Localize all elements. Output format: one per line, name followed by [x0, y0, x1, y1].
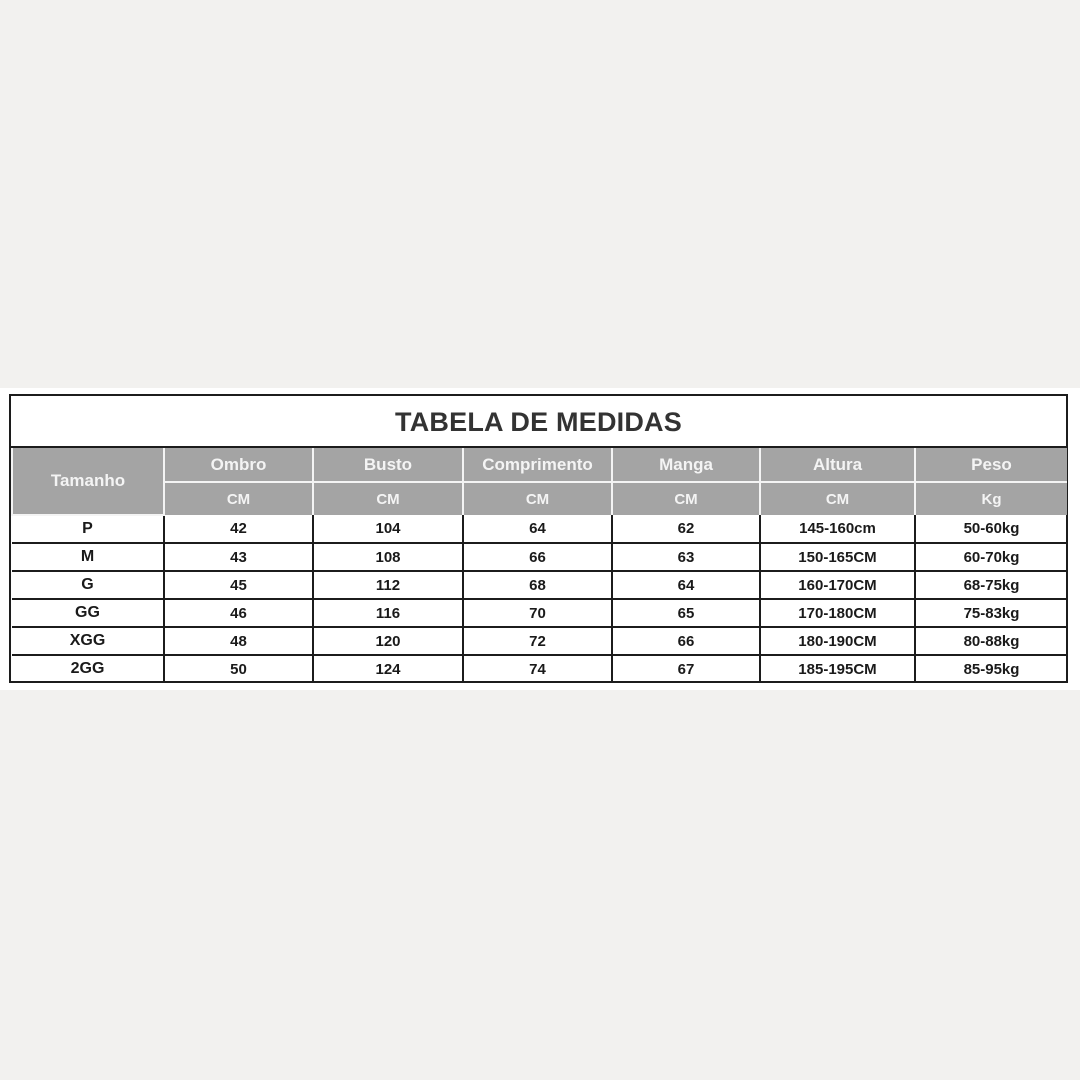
table-cell: 80-88kg	[915, 627, 1067, 655]
measurements-table	[11, 448, 1067, 682]
column-header-altura: Altura	[760, 448, 915, 482]
table-cell: 50-60kg	[915, 515, 1067, 543]
table-cell: 48	[164, 627, 313, 655]
unit-comprimento: CM	[463, 482, 612, 515]
table-cell: 50	[164, 655, 313, 682]
unit-busto: CM	[313, 482, 463, 515]
table-cell: 68-75kg	[915, 571, 1067, 599]
table-row	[12, 599, 1067, 627]
table-cell: 112	[313, 571, 463, 599]
chart-title: TABELA DE MEDIDAS	[11, 396, 1066, 448]
column-header-manga: Manga	[612, 448, 760, 482]
size-cell: G	[12, 571, 164, 599]
table-cell: 120	[313, 627, 463, 655]
table-cell: 85-95kg	[915, 655, 1067, 682]
table-cell: 75-83kg	[915, 599, 1067, 627]
table-cell: 65	[612, 599, 760, 627]
size-chart	[9, 394, 1068, 683]
unit-ombro: CM	[164, 482, 313, 515]
header-row-names	[12, 448, 1067, 482]
table-cell: 60-70kg	[915, 543, 1067, 571]
table-cell: 72	[463, 627, 612, 655]
size-cell: P	[82, 520, 93, 537]
table-cell: 45	[164, 571, 313, 599]
table-cell: 64	[463, 515, 612, 543]
column-header-comprimento: Comprimento	[463, 448, 612, 482]
table-cell: 160-170CM	[760, 571, 915, 599]
unit-peso: Kg	[915, 482, 1067, 515]
column-header-size: Tamanho	[12, 448, 164, 515]
table-cell: 150-165CM	[760, 543, 915, 571]
table-cell: 62	[612, 515, 760, 543]
column-header-ombro: Ombro	[164, 448, 313, 482]
table-cell: 104	[313, 515, 463, 543]
table-cell: 66	[612, 627, 760, 655]
unit-altura: CM	[760, 482, 915, 515]
table-cell: 68	[463, 571, 612, 599]
table-cell: 64	[612, 571, 760, 599]
table-cell: 74	[463, 655, 612, 682]
table-cell: 108	[313, 543, 463, 571]
table-cell: 46	[164, 599, 313, 627]
size-cell: 2GG	[12, 655, 164, 682]
table-cell: 70	[463, 599, 612, 627]
column-header-busto: Busto	[313, 448, 463, 482]
unit-manga: CM	[612, 482, 760, 515]
table-row	[12, 627, 1067, 655]
size-cell: GG	[12, 599, 164, 627]
table-cell: 63	[612, 543, 760, 571]
table-cell: 116	[313, 599, 463, 627]
column-header-peso: Peso	[915, 448, 1067, 482]
table-row	[12, 571, 1067, 599]
table-row	[12, 515, 1067, 543]
table-cell: 145-160cm	[760, 515, 915, 543]
table-cell: 66	[463, 543, 612, 571]
size-cell: XGG	[12, 627, 164, 655]
table-cell: 170-180CM	[760, 599, 915, 627]
table-cell: 42	[164, 515, 313, 543]
size-cell: M	[12, 543, 164, 571]
table-cell: 67	[612, 655, 760, 682]
header-row-units	[12, 482, 1067, 515]
table-row	[12, 543, 1067, 571]
table-cell: 124	[313, 655, 463, 682]
table-cell: 185-195CM	[760, 655, 915, 682]
table-row	[12, 655, 1067, 682]
table-cell: 180-190CM	[760, 627, 915, 655]
table-cell: 43	[164, 543, 313, 571]
